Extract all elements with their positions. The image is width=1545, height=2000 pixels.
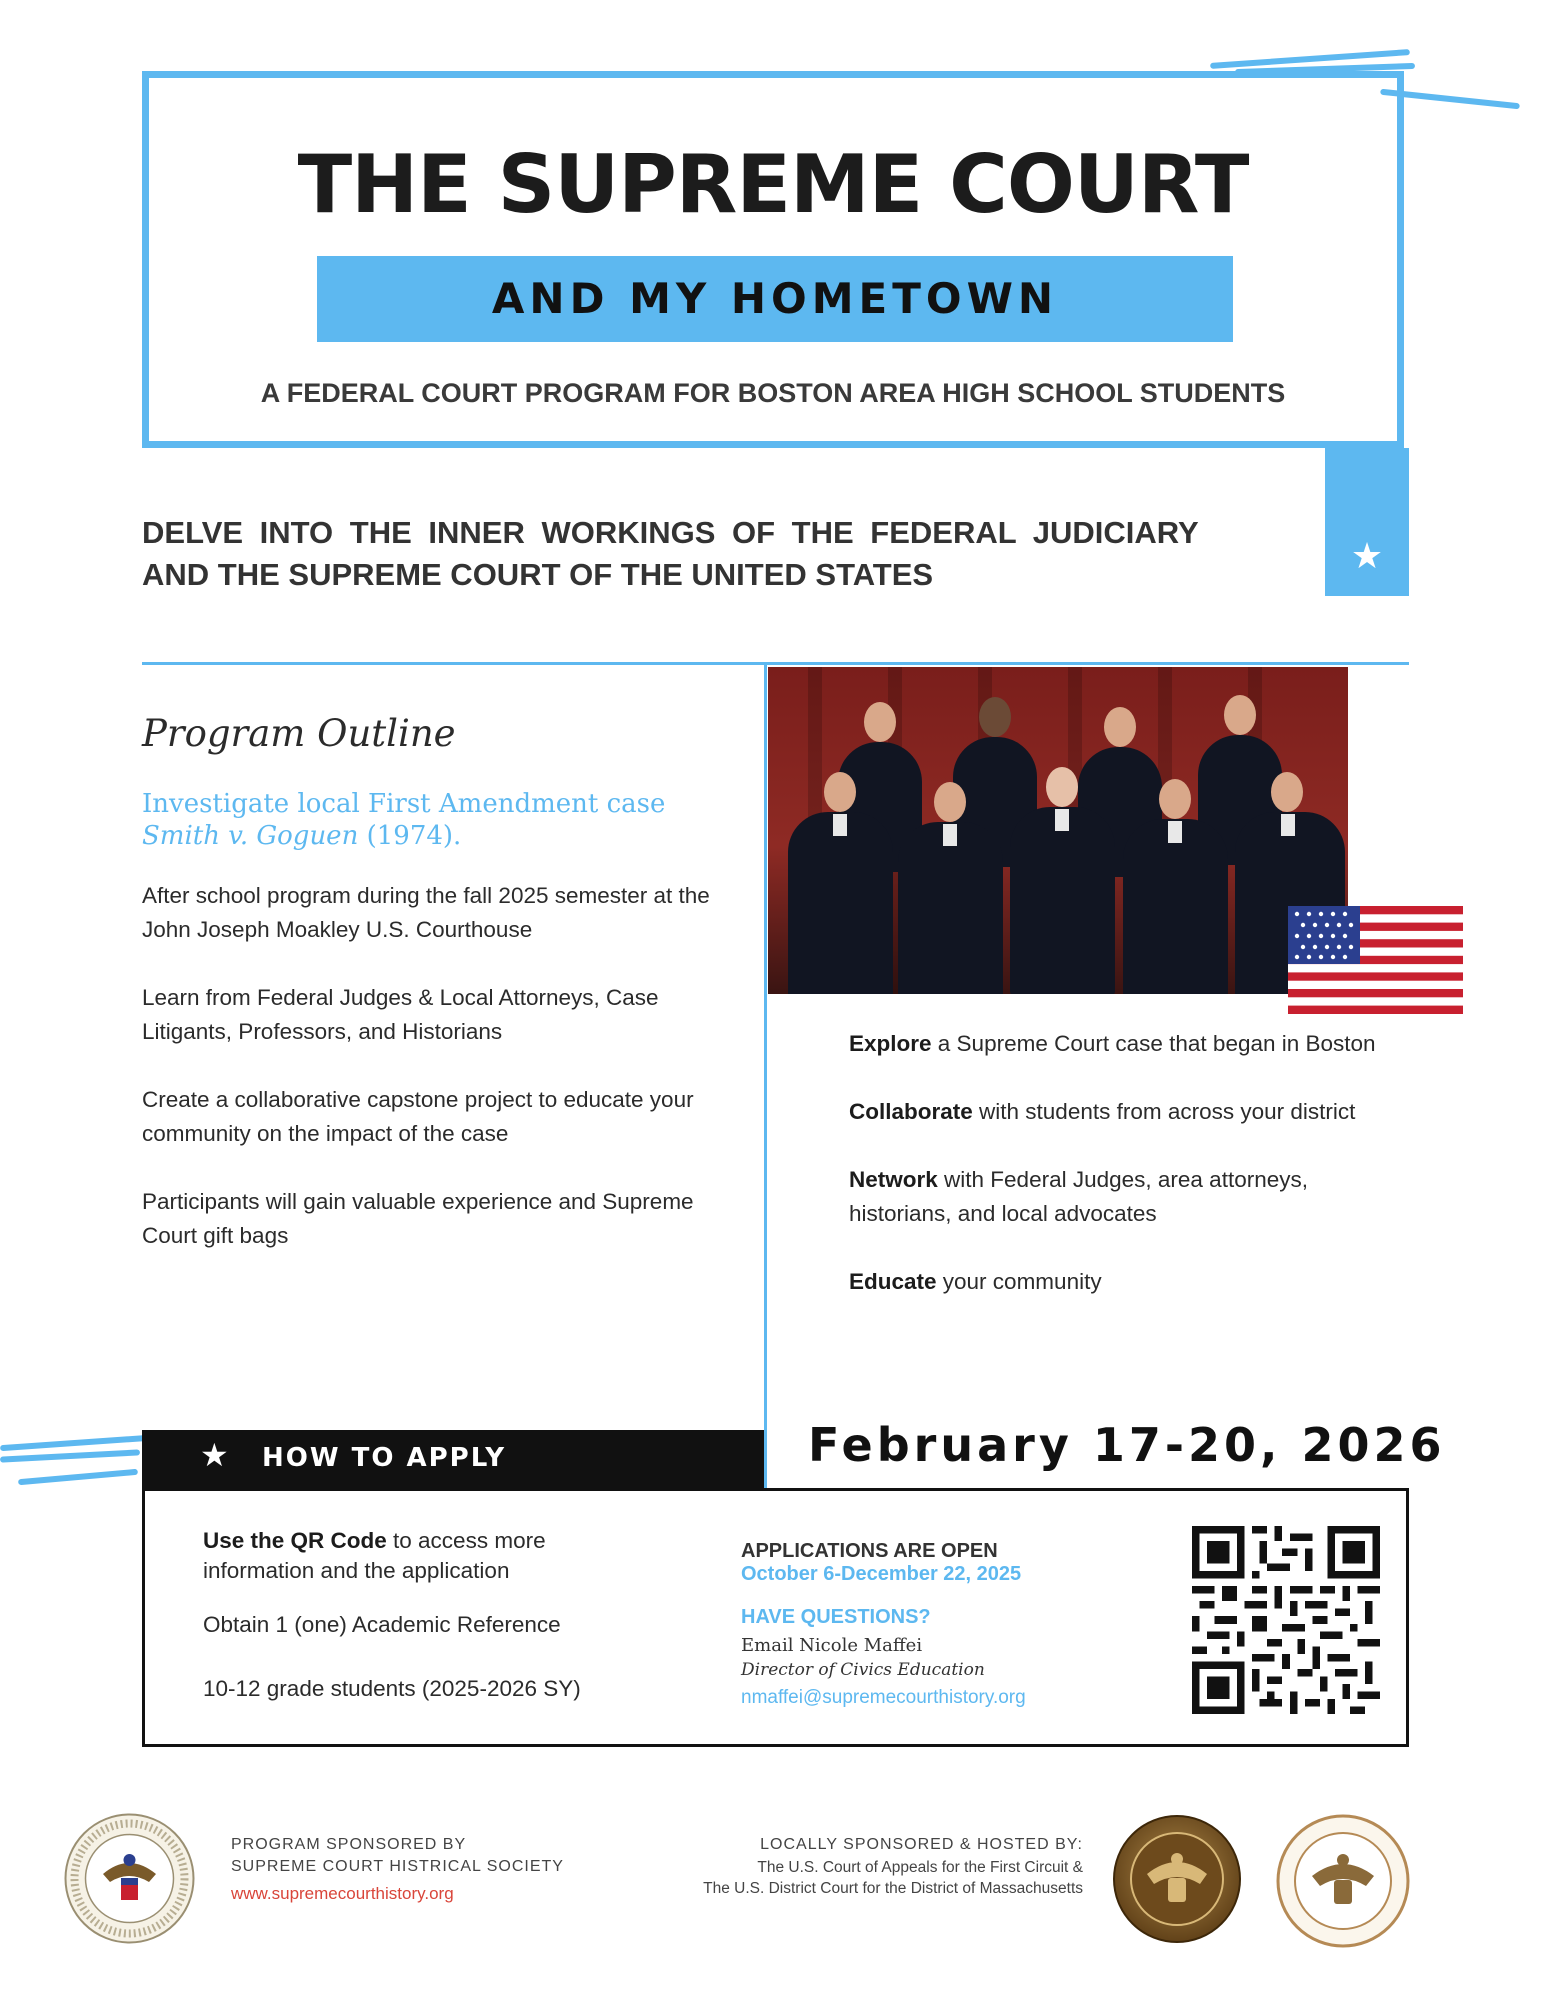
sponsor-url[interactable]: www.supremecourthistory.org bbox=[231, 1884, 454, 1903]
benefit-item: Collaborate with students from across your district bbox=[849, 1099, 1356, 1124]
intro-line-2: AND THE SUPREME COURT OF THE UNITED STATES bbox=[142, 557, 934, 592]
contact-title: Director of Civics Education bbox=[741, 1660, 985, 1680]
divider bbox=[764, 664, 767, 1488]
contact-email[interactable]: nmaffei@supremecourthistory.org bbox=[741, 1687, 1026, 1708]
brush-stroke-left bbox=[18, 1469, 138, 1485]
supreme-court-historical-society-seal bbox=[63, 1812, 196, 1945]
brush-stroke-left bbox=[0, 1435, 150, 1451]
host-label: LOCALLY SPONSORED & HOSTED BY: bbox=[760, 1836, 1083, 1853]
apply-grades: 10-12 grade students (2025-2026 SY) bbox=[203, 1676, 581, 1701]
apply-qr-instruction: Use the QR Code to access more information and the application bbox=[203, 1528, 546, 1583]
first-circuit-seal bbox=[1112, 1814, 1242, 1944]
applications-open-label: APPLICATIONS ARE OPEN bbox=[741, 1540, 998, 1562]
page-title: THE SUPREME COURT bbox=[297, 138, 1249, 231]
program-date: February 17-20, 2026 bbox=[808, 1418, 1446, 1472]
tagline: A FEDERAL COURT PROGRAM FOR BOSTON AREA HIGH SCHOOL STUDENTS bbox=[260, 378, 1286, 408]
applications-dates: October 6-December 22, 2025 bbox=[741, 1563, 1022, 1585]
benefit-item: Educate your community bbox=[849, 1269, 1102, 1294]
outline-paragraph: Participants will gain valuable experience and Supreme Court gift bags bbox=[142, 1189, 694, 1248]
us-flag bbox=[1288, 906, 1463, 1014]
benefit-item: Network with Federal Judges, area attorneys, historians, and local advocates bbox=[849, 1167, 1308, 1226]
case-intro: Investigate local First Amendment case bbox=[142, 789, 666, 819]
qr-code[interactable] bbox=[1192, 1526, 1380, 1714]
host-line-2: The U.S. District Court for the District of Massachusetts bbox=[703, 1880, 1083, 1897]
questions-label: HAVE QUESTIONS? bbox=[741, 1606, 931, 1628]
case-name: Smith v. Goguen bbox=[142, 821, 359, 851]
star-icon: ★ bbox=[1350, 535, 1384, 576]
divider bbox=[142, 662, 1409, 665]
star-icon: ★ bbox=[200, 1437, 229, 1473]
sponsor-label: PROGRAM SPONSORED BY bbox=[231, 1836, 467, 1853]
intro-heading bbox=[142, 512, 1242, 596]
how-to-apply-heading: HOW TO APPLY bbox=[262, 1443, 507, 1473]
intro-line-1: DELVE INTO THE INNER WORKINGS OF THE FEDERAL JUDICIARY bbox=[142, 515, 1199, 550]
brush-stroke-left bbox=[0, 1449, 140, 1462]
outline-title: Program Outline bbox=[142, 712, 456, 755]
district-of-massachusetts-seal bbox=[1276, 1814, 1410, 1948]
outline-paragraph: After school program during the fall 2025 semester at the John Joseph Moakley U.S. Courthouse bbox=[142, 883, 710, 942]
justices-photo bbox=[768, 667, 1348, 994]
outline-paragraph: Create a collaborative capstone project to educate your community on the impact of the case bbox=[142, 1087, 694, 1146]
case-highlight bbox=[142, 788, 702, 852]
contact-name: Email Nicole Maffei bbox=[741, 1635, 923, 1656]
apply-reference: Obtain 1 (one) Academic Reference bbox=[203, 1612, 561, 1637]
sponsor-name: SUPREME COURT HISTRICAL SOCIETY bbox=[231, 1858, 564, 1875]
host-line-1: The U.S. Court of Appeals for the First Circuit & bbox=[757, 1859, 1083, 1876]
case-year: (1974). bbox=[366, 821, 462, 851]
page-subtitle: AND MY HOMETOWN bbox=[491, 274, 1059, 323]
outline-paragraph: Learn from Federal Judges & Local Attorneys, Case Litigants, Professors, and Historians bbox=[142, 985, 659, 1044]
benefit-item: Explore a Supreme Court case that began in Boston bbox=[849, 1031, 1376, 1056]
